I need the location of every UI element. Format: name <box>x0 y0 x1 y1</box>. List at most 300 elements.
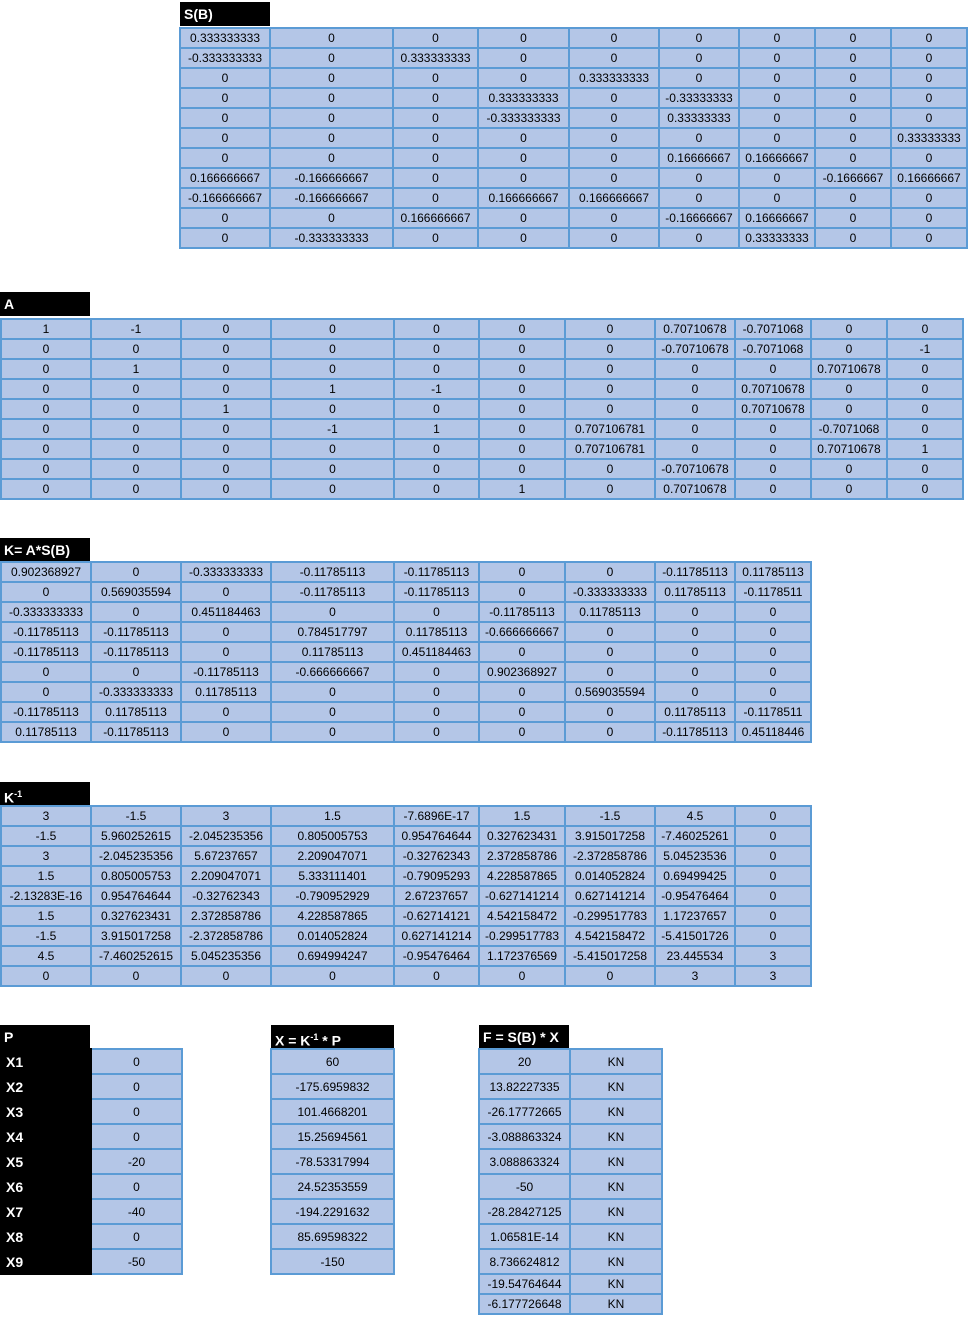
table-cell: 0 <box>91 1174 182 1199</box>
p-vector <box>0 1048 183 1275</box>
table-row <box>1 562 811 582</box>
table-row <box>180 208 967 228</box>
table-cell: 0 <box>1 379 91 399</box>
table-cell: -0.11785113 <box>271 562 394 582</box>
table-cell: -0.11785113 <box>181 662 271 682</box>
table-cell: -0.7071068 <box>811 419 887 439</box>
table-cell: -1.5 <box>91 806 181 826</box>
table-cell: 0 <box>271 359 394 379</box>
table-cell: 0 <box>393 108 478 128</box>
table-cell: 0.70710678 <box>735 399 811 419</box>
table-cell: 4.5 <box>655 806 735 826</box>
table-cell: -1 <box>394 379 479 399</box>
table-cell: 0 <box>91 1224 182 1249</box>
table-cell: -7.6896E-17 <box>394 806 479 826</box>
table-row <box>180 108 967 128</box>
table-cell: 0 <box>565 966 655 986</box>
table-cell: 0 <box>478 148 569 168</box>
table-cell: 0 <box>393 88 478 108</box>
table-row <box>1 399 963 419</box>
table-cell: -0.95476464 <box>655 886 735 906</box>
table-row <box>479 1249 662 1274</box>
table-cell: 0.333333333 <box>393 48 478 68</box>
table-cell: 0 <box>891 208 967 228</box>
table-cell: 0 <box>271 479 394 499</box>
table-row <box>180 28 967 48</box>
table-cell: 0 <box>655 379 735 399</box>
table-cell: 0.70710678 <box>811 439 887 459</box>
table-cell: 0 <box>394 662 479 682</box>
table-cell: -50 <box>479 1174 570 1199</box>
table-cell: 0 <box>394 339 479 359</box>
table-cell: 0 <box>891 188 967 208</box>
table-cell: 0 <box>479 419 565 439</box>
table-cell: 0 <box>91 1049 182 1074</box>
x-vector <box>270 1048 395 1275</box>
row-label: X8 <box>1 1224 91 1249</box>
table-cell: 5.333111401 <box>271 866 394 886</box>
table-cell: 0.707106781 <box>565 439 655 459</box>
table-cell: 0 <box>393 228 478 248</box>
table-cell: -0.11785113 <box>394 562 479 582</box>
table-cell: 0.16666667 <box>739 208 815 228</box>
table-cell: 0.902368927 <box>479 662 565 682</box>
table-cell: 0 <box>887 479 963 499</box>
table-cell: 0 <box>479 459 565 479</box>
table-cell: 0 <box>735 662 811 682</box>
table-cell: 0 <box>271 602 394 622</box>
table-cell: -0.627141214 <box>479 886 565 906</box>
table-cell: 0 <box>887 419 963 439</box>
table-cell: -0.95476464 <box>394 946 479 966</box>
table-cell: 4.228587865 <box>479 866 565 886</box>
table-cell: 2.372858786 <box>479 846 565 866</box>
table-cell: 85.69598322 <box>271 1224 394 1249</box>
table-cell: 0 <box>394 479 479 499</box>
table-cell: 0.11785113 <box>271 642 394 662</box>
table-cell: -0.32762343 <box>181 886 271 906</box>
table-cell: 0 <box>478 68 569 88</box>
table-cell: 0.014052824 <box>271 926 394 946</box>
table-cell: 0 <box>569 28 659 48</box>
table-cell: 0.333333333 <box>569 68 659 88</box>
table-cell: -6.177726648 <box>479 1294 570 1314</box>
row-label: X3 <box>1 1099 91 1124</box>
table-cell: 1.06581E-14 <box>479 1224 570 1249</box>
table-cell: 4.5 <box>1 946 91 966</box>
table-cell: -0.11785113 <box>394 582 479 602</box>
table-cell: 0 <box>270 28 393 48</box>
table-cell: 0 <box>479 966 565 986</box>
table-row <box>271 1174 394 1199</box>
table-cell: 0 <box>479 439 565 459</box>
table-cell: -0.333333333 <box>180 48 270 68</box>
table-cell: 0.11785113 <box>655 702 735 722</box>
table-cell: 0.451184463 <box>181 602 271 622</box>
table-cell: 0.11785113 <box>735 562 811 582</box>
table-cell: -0.333333333 <box>1 602 91 622</box>
table-cell: 0 <box>815 48 891 68</box>
table-row <box>1 1049 182 1074</box>
table-cell: 0 <box>565 399 655 419</box>
table-cell: 0 <box>393 68 478 88</box>
row-label: X7 <box>1 1199 91 1224</box>
table-cell: 0 <box>887 379 963 399</box>
table-cell: 1.17237657 <box>655 906 735 926</box>
table-cell: 0 <box>891 28 967 48</box>
table-cell: 0 <box>739 28 815 48</box>
table-cell: -0.11785113 <box>1 702 91 722</box>
table-cell: 3.088863324 <box>479 1149 570 1174</box>
sb-matrix <box>179 27 968 249</box>
table-row <box>1 846 811 866</box>
table-cell: 0 <box>91 419 181 439</box>
unit-cell: KN <box>570 1274 662 1294</box>
table-cell: 13.82227335 <box>479 1074 570 1099</box>
table-cell: 0 <box>569 208 659 228</box>
table-cell: 0.805005753 <box>91 866 181 886</box>
table-cell: 0 <box>565 662 655 682</box>
table-cell: 0 <box>394 319 479 339</box>
table-cell: -0.1178511 <box>735 702 811 722</box>
table-cell: 0.014052824 <box>565 866 655 886</box>
table-cell: -50 <box>91 1249 182 1274</box>
table-cell: 0 <box>1 399 91 419</box>
table-cell: 0 <box>891 48 967 68</box>
table-row <box>479 1199 662 1224</box>
table-cell: 0 <box>181 359 271 379</box>
table-cell: 0 <box>569 108 659 128</box>
table-cell: 0 <box>91 459 181 479</box>
table-cell: 0 <box>479 642 565 662</box>
table-cell: 0 <box>270 88 393 108</box>
table-row <box>1 1249 182 1274</box>
table-cell: -0.11785113 <box>655 722 735 742</box>
table-cell: 0 <box>569 148 659 168</box>
table-cell: 0 <box>565 562 655 582</box>
table-cell: 0 <box>394 602 479 622</box>
k-title: K= A*S(B) <box>0 538 90 562</box>
table-cell: 0 <box>270 128 393 148</box>
table-cell: 0 <box>569 228 659 248</box>
table-cell: 0 <box>565 642 655 662</box>
table-cell: 24.52353559 <box>271 1174 394 1199</box>
table-cell: 0 <box>479 379 565 399</box>
table-cell: 0 <box>393 28 478 48</box>
table-cell: 1 <box>1 319 91 339</box>
table-cell: 0 <box>1 339 91 359</box>
table-cell: -0.11785113 <box>271 582 394 602</box>
table-cell: 1.5 <box>1 906 91 926</box>
table-cell: -0.333333333 <box>181 562 271 582</box>
table-cell: 0 <box>739 88 815 108</box>
table-cell: 0.70710678 <box>655 479 735 499</box>
k-matrix <box>0 561 812 743</box>
table-cell: 0 <box>478 28 569 48</box>
table-cell: 0 <box>815 88 891 108</box>
table-row <box>1 459 963 479</box>
table-cell: 0 <box>1 582 91 602</box>
table-cell: -0.11785113 <box>1 622 91 642</box>
table-cell: 15.25694561 <box>271 1124 394 1149</box>
table-cell: 0.11785113 <box>91 702 181 722</box>
table-cell: 0 <box>91 1074 182 1099</box>
table-cell: -7.460252615 <box>91 946 181 966</box>
table-cell: 0.954764644 <box>91 886 181 906</box>
table-cell: -1 <box>271 419 394 439</box>
table-cell: 0 <box>91 562 181 582</box>
table-cell: 1 <box>181 399 271 419</box>
table-cell: 0 <box>1 439 91 459</box>
table-cell: 0 <box>181 439 271 459</box>
table-cell: 0 <box>393 128 478 148</box>
table-cell: 0 <box>91 602 181 622</box>
table-cell: 0 <box>811 479 887 499</box>
table-cell: 3 <box>735 966 811 986</box>
kinv-matrix <box>0 805 812 987</box>
table-cell: -0.299517783 <box>565 906 655 926</box>
table-cell: 0 <box>569 128 659 148</box>
table-cell: 0 <box>181 379 271 399</box>
table-cell: 0 <box>735 622 811 642</box>
table-cell: 0 <box>91 339 181 359</box>
table-cell: -2.372858786 <box>565 846 655 866</box>
table-cell: 0 <box>569 48 659 68</box>
table-cell: 0 <box>270 208 393 228</box>
table-row <box>1 602 811 622</box>
table-cell: 4.542158472 <box>565 926 655 946</box>
table-cell: 0 <box>394 682 479 702</box>
table-cell: 0 <box>91 1124 182 1149</box>
table-row <box>271 1199 394 1224</box>
table-cell: 0 <box>739 48 815 68</box>
table-cell: 5.67237657 <box>181 846 271 866</box>
table-cell: 0 <box>655 642 735 662</box>
table-cell: 1 <box>91 359 181 379</box>
table-cell: 0.70710678 <box>655 319 735 339</box>
table-cell: -0.1666667 <box>815 168 891 188</box>
table-cell: 0 <box>270 148 393 168</box>
table-cell: 0.627141214 <box>394 926 479 946</box>
table-cell: 0.16666667 <box>891 168 967 188</box>
table-cell: -0.333333333 <box>270 228 393 248</box>
table-cell: 0 <box>655 602 735 622</box>
table-row <box>479 1294 662 1314</box>
table-row <box>1 419 963 439</box>
table-cell: 0 <box>181 642 271 662</box>
table-cell: 0 <box>479 399 565 419</box>
table-cell: -2.045235356 <box>181 826 271 846</box>
table-cell: 0 <box>479 319 565 339</box>
p-title: P <box>0 1025 90 1049</box>
table-cell: 0.694994247 <box>271 946 394 966</box>
table-cell: 0 <box>659 28 739 48</box>
table-cell: 0 <box>811 459 887 479</box>
table-cell: -0.70710678 <box>655 339 735 359</box>
table-cell: 0.166666667 <box>569 188 659 208</box>
table-cell: 20 <box>479 1049 570 1074</box>
table-cell: 0 <box>735 419 811 439</box>
table-cell: 0 <box>565 379 655 399</box>
table-cell: 0 <box>181 722 271 742</box>
table-row <box>479 1074 662 1099</box>
table-cell: 0 <box>271 459 394 479</box>
table-row <box>1 1124 182 1149</box>
table-cell: 0 <box>181 702 271 722</box>
table-cell: -0.11785113 <box>91 722 181 742</box>
table-cell: -0.790952929 <box>271 886 394 906</box>
table-cell: 0 <box>655 359 735 379</box>
table-cell: 0 <box>735 439 811 459</box>
table-cell: 0 <box>394 459 479 479</box>
table-cell: 0.707106781 <box>565 419 655 439</box>
table-cell: 0 <box>655 419 735 439</box>
table-cell: 0 <box>271 682 394 702</box>
table-cell: -0.70710678 <box>655 459 735 479</box>
table-cell: 101.4668201 <box>271 1099 394 1124</box>
table-cell: -0.299517783 <box>479 926 565 946</box>
table-cell: -2.045235356 <box>91 846 181 866</box>
table-cell: 0 <box>181 339 271 359</box>
table-cell: 0.166666667 <box>478 188 569 208</box>
unit-cell: KN <box>570 1074 662 1099</box>
table-cell: 0.11785113 <box>565 602 655 622</box>
table-cell: 0 <box>181 479 271 499</box>
table-cell: 0 <box>1 459 91 479</box>
table-cell: 0 <box>739 168 815 188</box>
table-row <box>479 1149 662 1174</box>
table-row <box>1 1074 182 1099</box>
table-cell: 0 <box>815 208 891 228</box>
table-row <box>1 1199 182 1224</box>
table-row <box>1 926 811 946</box>
unit-cell: KN <box>570 1149 662 1174</box>
table-cell: 0 <box>739 128 815 148</box>
unit-cell: KN <box>570 1099 662 1124</box>
table-cell: 0 <box>815 28 891 48</box>
table-cell: 0 <box>271 439 394 459</box>
table-cell: -1.5 <box>565 806 655 826</box>
table-row <box>1 642 811 662</box>
table-cell: 3 <box>735 946 811 966</box>
table-cell: 5.04523536 <box>655 846 735 866</box>
table-cell: 2.67237657 <box>394 886 479 906</box>
table-cell: 1 <box>271 379 394 399</box>
table-cell: 0 <box>655 682 735 702</box>
table-cell: 0.333333333 <box>478 88 569 108</box>
table-row <box>1 826 811 846</box>
table-cell: 0 <box>270 108 393 128</box>
table-cell: 3 <box>1 846 91 866</box>
table-cell: 0 <box>659 188 739 208</box>
table-cell: -2.13283E-16 <box>1 886 91 906</box>
table-cell: 0 <box>394 439 479 459</box>
table-cell: 0 <box>565 359 655 379</box>
table-cell: 0.327623431 <box>91 906 181 926</box>
table-cell: 0 <box>393 188 478 208</box>
table-cell: 3 <box>1 806 91 826</box>
table-cell: -1 <box>91 319 181 339</box>
table-cell: 0 <box>739 68 815 88</box>
table-cell: 3 <box>181 806 271 826</box>
table-row <box>1 479 963 499</box>
table-cell: -175.6959832 <box>271 1074 394 1099</box>
table-cell: 0 <box>891 148 967 168</box>
table-cell: 0 <box>735 642 811 662</box>
table-cell: -40 <box>91 1199 182 1224</box>
table-cell: 0 <box>180 88 270 108</box>
table-cell: 0.70710678 <box>811 359 887 379</box>
table-cell: 0 <box>739 188 815 208</box>
table-cell: 3.915017258 <box>91 926 181 946</box>
table-cell: 0.166666667 <box>180 168 270 188</box>
table-cell: 0 <box>271 319 394 339</box>
sb-title: S(B) <box>180 2 270 26</box>
table-cell: 0 <box>394 702 479 722</box>
table-cell: 5.045235356 <box>181 946 271 966</box>
table-cell: 0 <box>479 582 565 602</box>
table-cell: 0 <box>565 479 655 499</box>
table-cell: 0 <box>1 359 91 379</box>
table-cell: 0 <box>569 88 659 108</box>
table-cell: 0 <box>181 459 271 479</box>
table-row <box>1 662 811 682</box>
table-cell: 0 <box>181 582 271 602</box>
table-cell: -0.33333333 <box>659 88 739 108</box>
table-cell: 0 <box>735 926 811 946</box>
table-cell: 0 <box>659 128 739 148</box>
table-cell: 0 <box>393 168 478 188</box>
table-cell: 0.902368927 <box>1 562 91 582</box>
table-row <box>1 582 811 602</box>
table-cell: 0 <box>1 966 91 986</box>
table-cell: -20 <box>91 1149 182 1174</box>
table-row <box>1 1224 182 1249</box>
table-cell: 1.5 <box>1 866 91 886</box>
table-cell: -150 <box>271 1249 394 1274</box>
table-cell: 0.327623431 <box>479 826 565 846</box>
table-cell: -0.11785113 <box>479 602 565 622</box>
table-cell: -0.7071068 <box>735 319 811 339</box>
table-cell: 1 <box>394 419 479 439</box>
table-cell: 0 <box>1 479 91 499</box>
table-cell: 2.209047071 <box>181 866 271 886</box>
table-cell: 0 <box>735 682 811 702</box>
table-cell: -5.41501726 <box>655 926 735 946</box>
table-cell: 3 <box>655 966 735 986</box>
table-cell: 0 <box>659 168 739 188</box>
table-cell: 0 <box>659 48 739 68</box>
table-cell: 4.228587865 <box>271 906 394 926</box>
table-cell: 0 <box>815 108 891 128</box>
table-cell: 0 <box>180 128 270 148</box>
table-row <box>1 379 963 399</box>
table-cell: 0 <box>180 228 270 248</box>
table-cell: 0 <box>271 722 394 742</box>
table-cell: 0 <box>655 622 735 642</box>
table-cell: -1.5 <box>1 826 91 846</box>
table-cell: -0.666666667 <box>271 662 394 682</box>
table-row <box>180 68 967 88</box>
table-cell: -0.333333333 <box>565 582 655 602</box>
table-cell: 0 <box>478 228 569 248</box>
table-cell: 0 <box>565 722 655 742</box>
table-cell: 0 <box>659 68 739 88</box>
table-cell: -0.166666667 <box>180 188 270 208</box>
table-cell: 0.954764644 <box>394 826 479 846</box>
table-row <box>1 339 963 359</box>
table-cell: 0 <box>891 68 967 88</box>
